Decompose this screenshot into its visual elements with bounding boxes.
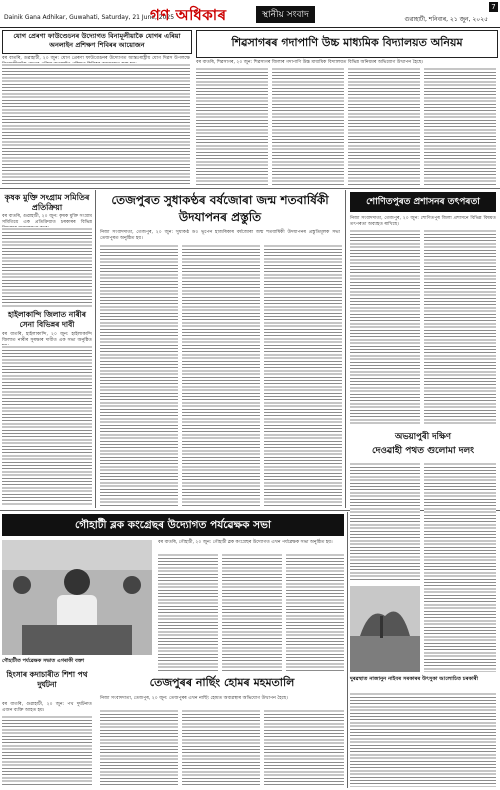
story-4-headline: হাইলাকান্দি জিলাত নাৰীৰ সেনা বিভিন্নৰ দাবী	[7, 310, 87, 329]
story-3-lead: বৰ বাতৰি, গুৱাহাটী, ২০ জুন: কৃষক মুক্তি সংগ্ৰাম সমিতিয়ে এক প্ৰতিক্ৰিয়াত চৰকাৰৰ বিভিন্ন	[2, 214, 92, 226]
story-10-body-col-2	[182, 709, 260, 787]
story-7-body-col-3	[286, 553, 344, 673]
story-7-photo	[2, 540, 152, 655]
story-4-lead: বৰ বাতৰি, হাইলাকান্দি, ২০ জুন: হাইলাকান্দি জিলাত নাৰীৰ সুৰক্ষাৰ দাবীত এক সভা অনুষ্ঠিত	[2, 332, 92, 344]
story-7-caption: গৌহাটীত পৰ্যৱেক্ষক সভাত এগৰাকী বক্তা	[2, 658, 85, 664]
story-7-body-col-1	[158, 553, 218, 673]
story-10-lead: নিজা সংবাদদাতা, তেজপুৰ, ২০ জুন: তেজপুৰৰ এখন নাৰ্ছিং হোমত অব্যৱস্থাৰ অভিযোগ উত্থাপন হৈছে।	[100, 696, 288, 701]
story-3-body	[2, 227, 92, 307]
story-8-body-col-1	[350, 462, 420, 582]
speaker-photo-icon	[2, 540, 152, 655]
story-2-headline: শিৱসাগৰৰ গদাপাণি উচ্চ মাধ্যমিক বিদ্যালয়ত অনিয়ম	[231, 36, 463, 49]
story-6-body-col-1	[350, 229, 420, 425]
story-6-lead: নিজা সংবাদদাতা, তেজপুৰ, ২০ জুন: শোণিতপুৰ জিলা প্ৰশাসনে বিভিন্ন বিষয়ত তৎপৰতা অব্যাহত ৰাখিছে।	[350, 216, 496, 228]
date-local: গুৱাহাটী, শনিবাৰ, ২১ জুন, ২০২৫	[404, 16, 488, 23]
divider-horizontal	[0, 188, 500, 189]
story-2-headline-box	[196, 30, 498, 58]
story-8-body-col-3	[350, 692, 496, 787]
story-2-body-col-2	[272, 67, 344, 185]
story-6-headline: শোণিতপুৰত প্ৰশাসনৰ তৎপৰতা	[350, 192, 496, 212]
story-8-caption: দুৰৱস্থাত নাজানুন নাইবৰ সৰকাৰৰ উৎসুকা আলোচিত চৰকাৰী	[350, 676, 479, 682]
edition-line: Dainik Gana Adhikar, Guwahati, Saturday, 21 June, 2025	[4, 14, 175, 21]
story-7-headline: গৌহাটী ব্লক কংগ্ৰেছৰ উদ্যোগত পৰ্যৱেক্ষক সভা	[2, 514, 344, 536]
story-1-body	[2, 63, 190, 185]
story-2-body-col-4	[424, 67, 496, 185]
story-10-body-col-3	[264, 709, 344, 787]
story-1-headline: যোগ প্ৰেৰণা ফাউণ্ডেচনৰ উদ্যোগত বিনামূলীয়াকৈ যোগৰ এৰিয়া অনলাইন প্ৰশিক্ষণ শিবিৰৰ আয়োজন	[13, 32, 181, 49]
story-6-body-col-2	[424, 229, 496, 425]
masthead	[0, 0, 500, 28]
story-5-headline: তেজপুৰত সুধাকণ্ঠৰ বৰ্ষজোৰা জন্ম শতবাৰ্ষিকী উদযাপনৰ প্ৰস্তুতি	[111, 193, 329, 224]
brand-name: গণ অধিকাৰ	[150, 6, 227, 24]
story-2-body-col-3	[348, 67, 420, 185]
story-1-headline-box	[2, 30, 192, 54]
story-8-body-col-2	[424, 462, 496, 672]
page-number: 7	[489, 2, 498, 12]
story-9-headline: হিংসাৰ কদাচাৰীত শিশা পথ দুৰ্ঘটনা	[6, 670, 88, 689]
story-4-body	[2, 345, 92, 505]
section-tag: স্থানীয় সংবাদ	[256, 6, 315, 23]
brand-logo	[150, 4, 350, 22]
story-5-lead: নিজা সংবাদদাতা, তেজপুৰ, ২০ জুন: সুধাকণ্ঠ ড০ ভূপেন হাজৰিকাৰ বৰ্ষজোৰা জন্ম শতবাৰ্ষিকী উদযাপনৰ প্ৰস্তুতিমূলক সভা তেজপুৰত অনুষ্ঠিত হয়।	[100, 230, 340, 242]
divider-vertical	[95, 190, 96, 508]
story-7-lead: বৰ বাতৰি, গৌহাটী, ২০ জুন: গৌহাটী ব্লক কংগ্ৰেছৰ উদ্যোগত এখন পৰ্যৱেক্ষক সভা অনুষ্ঠিত হয়।	[158, 540, 333, 545]
story-1-lead: বৰ বাতৰি, গুৱাহাটী, ২০ জুন: যোগ প্ৰেৰণা ফাউণ্ডেচনৰ উদ্যোগত আন্তঃৰাষ্ট্ৰীয় যোগ দিৱস উপলক্ষে	[2, 56, 190, 61]
story-5-body-col-3	[264, 244, 342, 506]
story-2-lead: বৰ বাতৰি, শিৱসাগৰ, ২০ জুন: শিৱসাগৰ জিলাৰ গদাপাণি উচ্চ মাধ্যমিক বিদ্যালয়ত বিভিন্ন অনিয়মৰ অভিযোগ উত্থাপন হৈছে।	[196, 60, 424, 65]
divider-vertical	[345, 190, 346, 508]
road-photo-icon	[350, 586, 420, 672]
story-8-headline: অভয়াপুৰী দক্ষিণ	[394, 432, 452, 442]
story-5-body-col-2	[182, 244, 260, 506]
story-3-headline: কৃষক মুক্তি সংগ্ৰাম সমিতিৰ প্ৰতিক্ৰিয়া	[4, 192, 90, 212]
story-9-body	[2, 715, 92, 787]
story-8-photo	[350, 586, 420, 672]
story-2-body-col-1	[196, 67, 268, 185]
story-10-headline: তেজপুৰৰ নাৰ্ছিং হোমৰ মহমতালি	[149, 676, 295, 689]
story-5-body-col-1	[100, 244, 178, 506]
story-9-lead: বৰ বাতৰি, গুৱাহাটী, ২০ জুন: পথ দুৰ্ঘটনাত এজন ব্যক্তি আহত হয়।	[2, 702, 92, 714]
story-10-body-col-1	[100, 709, 178, 787]
story-7-body-col-2	[222, 553, 282, 673]
story-8-subheadline: দেওৱাহী পথত গুলোমা দলং	[371, 446, 475, 456]
divider-vertical	[347, 512, 348, 788]
